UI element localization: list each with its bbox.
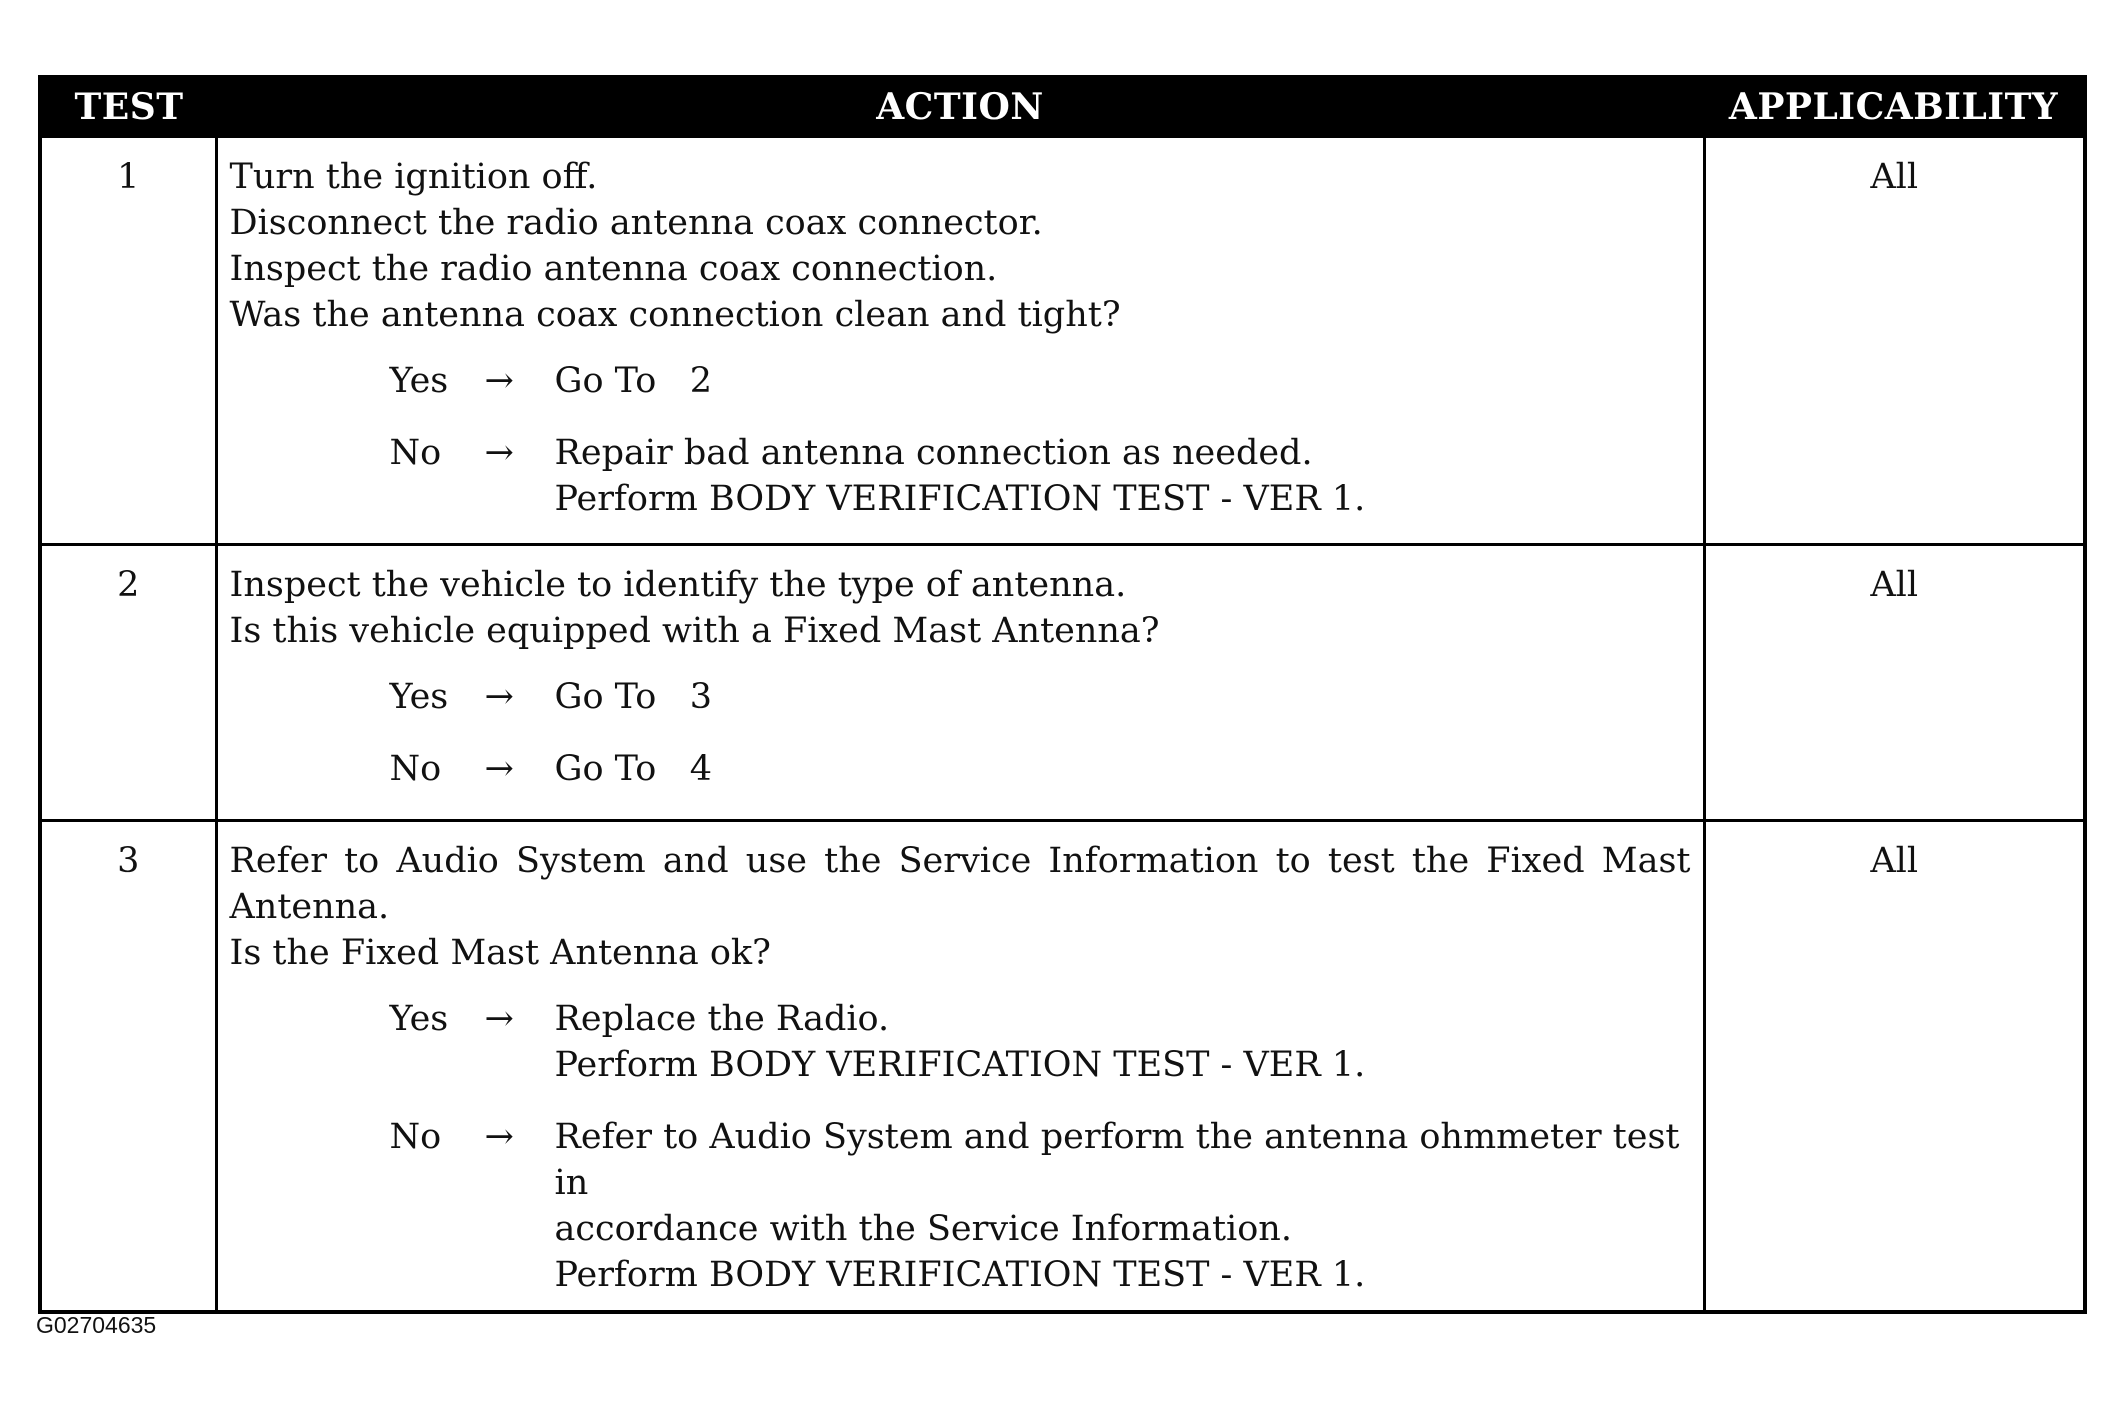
action-line: Inspect the vehicle to identify the type of antenna. [229, 565, 1127, 605]
result-line: Perform BODY VERIFICATION TEST - VER 1. [554, 1255, 1366, 1295]
right-arrow-icon: → [484, 1117, 514, 1157]
action-line: Antenna. [229, 887, 390, 927]
table-row [40, 137, 2085, 545]
result-line: accordance with the Service Information. [554, 1209, 1292, 1249]
outcome-label: Yes [389, 677, 449, 717]
outcome-result [555, 674, 1691, 720]
table-row [40, 545, 2085, 821]
result-line: Replace the Radio. [554, 999, 890, 1039]
right-arrow-icon: → [484, 361, 514, 401]
outcome-yes [230, 996, 1691, 1088]
table-row [40, 821, 2085, 1313]
outcome-label: No [389, 749, 442, 789]
action-line: Is the Fixed Mast Antenna ok? [229, 933, 771, 973]
result-line: Repair bad antenna connection as needed. [554, 433, 1313, 473]
diagnostic-table [38, 75, 2087, 1314]
header-applicability: APPLICABILITY [1704, 77, 2085, 137]
test-number: 2 [40, 545, 216, 821]
action-cell [216, 545, 1704, 821]
outcome-yes [230, 674, 1691, 720]
outcome-result [555, 358, 1691, 404]
outcome-result [555, 1114, 1691, 1298]
result-line: Go To 3 [554, 677, 712, 717]
result-line: Perform BODY VERIFICATION TEST - VER 1. [554, 479, 1366, 519]
outcome-no [230, 746, 1691, 792]
result-line: Refer to Audio System and perform the antenna ohmmeter test in [554, 1117, 1680, 1203]
outcomes [230, 674, 1691, 792]
right-arrow-icon: → [484, 999, 514, 1039]
outcome-label: No [389, 1117, 442, 1157]
outcome-result [555, 996, 1691, 1088]
outcome-label: Yes [389, 999, 449, 1039]
action-line: Inspect the radio antenna coax connection. [229, 249, 998, 289]
outcomes [230, 996, 1691, 1298]
applicability-value: All [1704, 821, 2085, 1313]
outcome-result [555, 746, 1691, 792]
applicability-value: All [1704, 137, 2085, 545]
outcome-yes [230, 358, 1691, 404]
right-arrow-icon: → [484, 433, 514, 473]
outcome-label: Yes [389, 361, 449, 401]
action-line: Turn the ignition off. [229, 157, 598, 197]
header-test: TEST [40, 77, 216, 137]
action-line: Is this vehicle equipped with a Fixed Mast Antenna? [229, 611, 1160, 651]
result-line: Go To 2 [554, 361, 712, 401]
test-number: 1 [40, 137, 216, 545]
outcome-no [230, 430, 1691, 522]
action-line: Disconnect the radio antenna coax connector. [229, 203, 1043, 243]
outcome-label: No [389, 433, 442, 473]
outcome-no [230, 1114, 1691, 1298]
header-action: ACTION [216, 77, 1704, 137]
action-line: Refer to Audio System and use the Service Information to test the Fixed Mast [229, 841, 1691, 881]
action-line: Was the antenna coax connection clean and tight? [229, 295, 1121, 335]
test-number: 3 [40, 821, 216, 1313]
right-arrow-icon: → [484, 749, 514, 789]
action-cell [216, 137, 1704, 545]
result-line: Go To 4 [554, 749, 712, 789]
table-header-row [40, 77, 2085, 137]
action-cell [216, 821, 1704, 1313]
applicability-value: All [1704, 545, 2085, 821]
outcome-result [555, 430, 1691, 522]
outcomes [230, 358, 1691, 522]
figure-code: G02704635 [36, 1312, 157, 1338]
right-arrow-icon: → [484, 677, 514, 717]
result-line: Perform BODY VERIFICATION TEST - VER 1. [554, 1045, 1366, 1085]
